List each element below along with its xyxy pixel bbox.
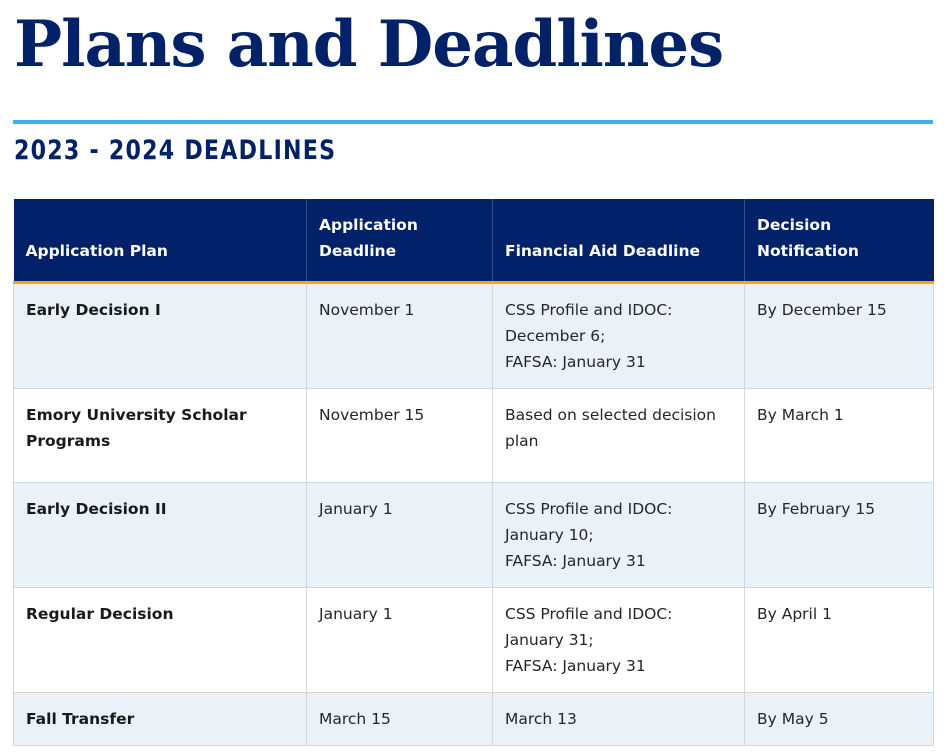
header-label: Financial Aid Deadline [505,242,701,260]
plan-name: Fall Transfer [26,710,135,728]
plan-name: Early Decision II [26,500,167,518]
header-application-plan [14,199,307,283]
aid-deadline-line: FAFSA: January 31 [505,552,646,570]
plan-cell [14,483,307,588]
application-deadline: January 1 [319,605,393,623]
deadlines-table [13,199,934,746]
table-row [14,693,934,746]
decision-notification-cell [745,588,934,693]
aid-deadline-line: CSS Profile and IDOC: [505,500,673,518]
application-deadline: November 1 [319,301,415,319]
plan-name: Early Decision I [26,301,161,319]
table-row [14,483,934,588]
aid-deadline-line: FAFSA: January 31 [505,657,646,675]
header-label: Application Plan [25,242,168,260]
application-deadline-cell [307,588,493,693]
application-deadline: November 15 [319,406,425,424]
application-deadline: March 15 [319,710,391,728]
aid-deadline-line: December 6; [505,327,606,345]
header-decision-notification [745,199,934,283]
decision-notification: By April 1 [757,605,832,623]
header-financial-aid-deadline [493,199,745,283]
plan-name: Programs [26,432,111,450]
header-label: Deadline [319,242,397,260]
table-row [14,389,934,483]
plan-cell [14,588,307,693]
plan-name: Emory University Scholar [26,406,247,424]
plan-cell [14,693,307,746]
aid-deadline-line: Based on selected decision [505,406,716,424]
header-application-deadline [307,199,493,283]
plan-cell [14,389,307,483]
application-deadline-cell [307,693,493,746]
heading-divider [13,120,933,124]
aid-deadline-line: January 31; [505,631,594,649]
table-row [14,283,934,389]
table-header-row [14,199,934,283]
application-deadline: January 1 [319,500,393,518]
decision-notification-cell [745,693,934,746]
financial-aid-deadline-cell [493,693,745,746]
application-deadline-cell [307,283,493,389]
aid-deadline-line: March 13 [505,710,577,728]
header-label: Application [319,216,418,234]
financial-aid-deadline-cell [493,389,745,483]
decision-notification: By December 15 [757,301,887,319]
aid-deadline-line: plan [505,432,539,450]
financial-aid-deadline-cell [493,283,745,389]
aid-deadline-line: CSS Profile and IDOC: [505,301,673,319]
decision-notification: By March 1 [757,406,844,424]
decision-notification: By May 5 [757,710,829,728]
page-title: Plans and Deadlines [14,7,724,82]
financial-aid-deadline-cell [493,588,745,693]
financial-aid-deadline-cell [493,483,745,588]
aid-deadline-line: January 10; [505,526,594,544]
decision-notification-cell [745,283,934,389]
header-label: Decision [757,216,832,234]
aid-deadline-line: CSS Profile and IDOC: [505,605,673,623]
decision-notification: By February 15 [757,500,876,518]
application-deadline-cell [307,389,493,483]
aid-deadline-line: FAFSA: January 31 [505,353,646,371]
table-row [14,588,934,693]
section-heading: 2023 - 2024 DEADLINES [14,135,337,166]
plan-cell [14,283,307,389]
plan-name: Regular Decision [26,605,174,623]
application-deadline-cell [307,483,493,588]
header-label: Notification [757,242,859,260]
decision-notification-cell [745,389,934,483]
decision-notification-cell [745,483,934,588]
